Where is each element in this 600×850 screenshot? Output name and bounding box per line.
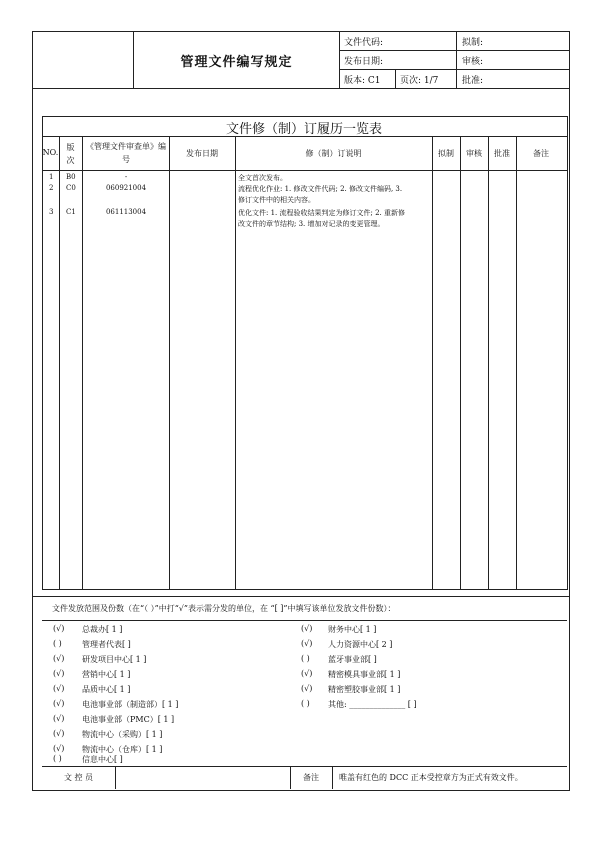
dist-check: (√) <box>301 684 313 693</box>
reviewer-label: 审核: <box>462 57 484 67</box>
col-header-description: 修（制）订说明 <box>305 149 362 158</box>
dist-check: (√) <box>53 699 65 708</box>
dist-check: (√) <box>53 744 65 753</box>
dist-unit: 电池事业部（PMC）[ 1 ] <box>82 715 175 724</box>
dist-unit: 精密塑胶事业部[ 1 ] <box>328 685 401 694</box>
row-no: 3 <box>49 208 54 216</box>
dist-unit: 财务中心[ 1 ] <box>328 625 377 634</box>
doc-controller-label: 文 控 员 <box>63 773 94 782</box>
dist-check: (√) <box>53 684 65 693</box>
dist-unit: 总裁办[ 1 ] <box>82 625 123 634</box>
document-title: 管理文件编写规定 <box>180 55 293 70</box>
footer-divider <box>115 766 116 789</box>
row-description: 修订文件中的相关内容。 <box>238 196 315 204</box>
header-divider <box>339 31 340 88</box>
header-bottom-rule <box>32 88 569 89</box>
row-description: 优化文件: 1. 流程验收结果判定为修订文件; 2. 重新修 <box>238 209 405 217</box>
row-no: 1 <box>49 173 54 181</box>
version-label: 版本: C1 <box>344 76 381 86</box>
dist-unit: 精密模具事业部[ 1 ] <box>328 670 401 679</box>
row-description: 全文首次发布。 <box>238 174 287 182</box>
footer-divider <box>332 766 333 789</box>
col-rule <box>516 136 517 589</box>
row-form-no: 060921004 <box>105 184 147 192</box>
header-row-rule <box>339 69 569 70</box>
revision-table-title: 文件修（制）订履历一览表 <box>225 122 382 137</box>
section-rule <box>42 766 567 767</box>
dist-unit: 管理者代表[ ] <box>82 640 131 649</box>
dist-unit: 物流中心（仓库）[ 1 ] <box>82 745 163 754</box>
col-header-version: 版次 <box>66 143 75 165</box>
col-rule <box>59 136 60 589</box>
header-divider <box>456 31 457 88</box>
dist-unit: 信息中心[ ] <box>82 755 123 764</box>
row-no: 2 <box>49 184 54 192</box>
row-form-no: - <box>124 173 128 181</box>
footer-remark-label: 备注 <box>303 773 319 782</box>
distribution-instruction: 文件发放范围及份数（在“（ ）”中打“√”表示需分发的单位，在 “[ ]”中填写该单位发放文件份数）： <box>52 604 396 613</box>
col-header-remark: 备注 <box>533 149 549 158</box>
row-description: 流程优化作业: 1. 修改文件代码; 2. 修改文件编码, 3. <box>238 185 403 193</box>
drafter-label: 拟制: <box>462 38 484 48</box>
col-header-draft: 拟制 <box>438 149 454 158</box>
section-rule <box>42 620 567 621</box>
dist-check: (√) <box>301 639 313 648</box>
col-rule <box>169 136 170 589</box>
dist-unit: 蓝牙事业部[ ] <box>328 655 377 664</box>
col-rule <box>488 136 489 589</box>
dist-check: ( ) <box>301 699 310 708</box>
dist-unit: 物流中心（采购）[ 1 ] <box>82 730 163 739</box>
row-form-no: 061113004 <box>105 208 147 216</box>
col-rule <box>460 136 461 589</box>
header-divider <box>395 69 396 88</box>
dist-check: ( ) <box>301 654 310 663</box>
publish-date-label: 发布日期: <box>344 57 384 67</box>
dist-unit: 人力资源中心[ 2 ] <box>328 640 393 649</box>
dist-check: ( ) <box>53 639 62 648</box>
col-header-no: NO. <box>42 148 59 157</box>
section-rule <box>32 596 569 597</box>
row-version: C0 <box>66 184 76 192</box>
header-row-rule <box>339 50 569 51</box>
col-header-review: 审核 <box>466 149 482 158</box>
row-description: 改文件的章节结构; 3. 增加对记录的变更管理。 <box>238 220 385 228</box>
dist-check: (√) <box>53 624 65 633</box>
dist-check: ( ) <box>53 754 62 763</box>
col-header-review-form: 《管理文件审查单》编号 <box>86 142 166 164</box>
col-header-publish-date: 发布日期 <box>186 149 218 158</box>
col-header-approve: 批准 <box>494 149 510 158</box>
dist-unit: 电池事业部（制造部）[ 1 ] <box>82 700 179 709</box>
dist-unit: 其他: ______________ [ ] <box>328 700 417 709</box>
dist-check: (√) <box>301 624 313 633</box>
dist-check: (√) <box>53 714 65 723</box>
dist-unit: 品质中心[ 1 ] <box>82 685 131 694</box>
doc-code-label: 文件代码: <box>344 38 384 48</box>
footer-remark-text: 唯盖有红色的 DCC 正本受控章方为正式有效文件。 <box>339 773 523 782</box>
page-number-label: 页次: 1/7 <box>400 76 439 86</box>
col-rule <box>432 136 433 589</box>
dist-check: (√) <box>301 669 313 678</box>
dist-unit: 研发项目中心[ 1 ] <box>82 655 147 664</box>
dist-check: (√) <box>53 729 65 738</box>
dist-check: (√) <box>53 654 65 663</box>
row-version: C1 <box>66 208 76 216</box>
dist-check: (√) <box>53 669 65 678</box>
approver-label: 批准: <box>462 76 484 86</box>
col-rule <box>82 136 83 589</box>
row-version: B0 <box>66 173 76 181</box>
col-rule <box>235 136 236 589</box>
dist-unit: 营销中心[ 1 ] <box>82 670 131 679</box>
